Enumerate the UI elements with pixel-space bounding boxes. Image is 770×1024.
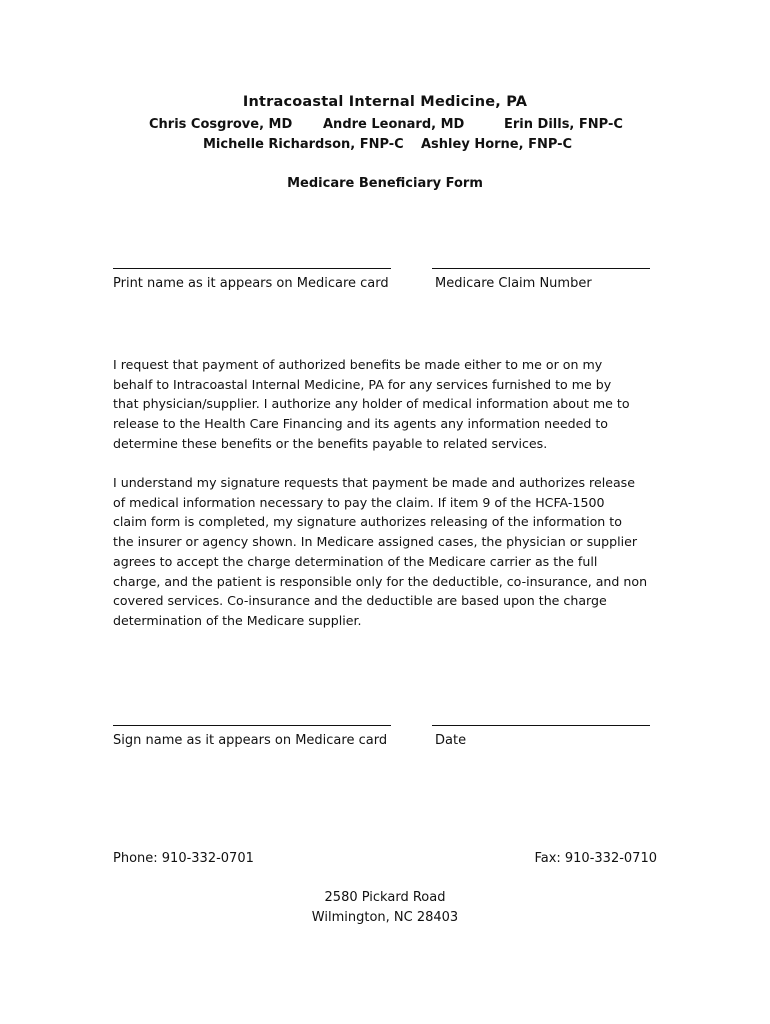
staff-erin-dills: Erin Dills, FNP-C xyxy=(504,117,623,132)
fax-number: Fax: 910-332-0710 xyxy=(534,851,657,866)
print-name-line[interactable] xyxy=(113,268,391,269)
paragraph-line: agrees to accept the charge determination of the Medicare carrier as the full xyxy=(113,553,598,569)
authorization-paragraph xyxy=(113,355,673,454)
claim-number-line[interactable] xyxy=(432,268,650,269)
date-label: Date xyxy=(435,733,467,748)
understanding-paragraph xyxy=(113,473,673,631)
staff-andre-leonard: Andre Leonard, MD xyxy=(323,117,465,132)
claim-number-label: Medicare Claim Number xyxy=(435,276,592,291)
paragraph-line: that physician/supplier. I authorize any holder of medical information about me to xyxy=(113,396,630,412)
print-name-label: Print name as it appears on Medicare card xyxy=(113,276,389,291)
sign-name-label: Sign name as it appears on Medicare card xyxy=(113,733,388,748)
form-title: Medicare Beneficiary Form xyxy=(287,176,483,191)
signature-line[interactable] xyxy=(113,725,391,726)
address-street: 2580 Pickard Road xyxy=(324,890,446,905)
paragraph-line: behalf to Intracoastal Internal Medicine, PA for any services furnished to me by xyxy=(113,376,612,392)
address-city: Wilmington, NC 28403 xyxy=(311,910,459,925)
paragraph-line: determination of the Medicare supplier. xyxy=(113,612,362,628)
paragraph-line: I understand my signature requests that payment be made and authorizes release xyxy=(113,475,635,490)
practice-name: Intracoastal Internal Medicine, PA xyxy=(242,94,528,110)
staff-michelle-richardson: Michelle Richardson, FNP-C xyxy=(203,137,404,152)
phone-number: Phone: 910-332-0701 xyxy=(113,851,254,866)
paragraph-line: covered services. Co-insurance and the deductible are based upon the charge xyxy=(113,593,607,609)
paragraph-line: determine these benefits or the benefits payable to related services. xyxy=(113,435,548,451)
paragraph-line: the insurer or agency shown. In Medicare assigned cases, the physician or supplier xyxy=(113,534,638,550)
paragraph-line: charge, and the patient is responsible only for the deductible, co-insurance, and non xyxy=(113,573,648,589)
paragraph-line: claim form is completed, my signature authorizes releasing of the information to xyxy=(113,514,622,530)
paragraph-line: I request that payment of authorized benefits be made either to me or on my xyxy=(113,357,603,372)
staff-chris-cosgrove: Chris Cosgrove, MD xyxy=(149,117,293,132)
paragraph-line: of medical information necessary to pay the claim. If item 9 of the HCFA-1500 xyxy=(113,494,605,510)
paragraph-line: release to the Health Care Financing and its agents any information needed to xyxy=(113,416,609,432)
staff-ashley-horne: Ashley Horne, FNP-C xyxy=(421,137,573,152)
date-line[interactable] xyxy=(432,725,650,726)
